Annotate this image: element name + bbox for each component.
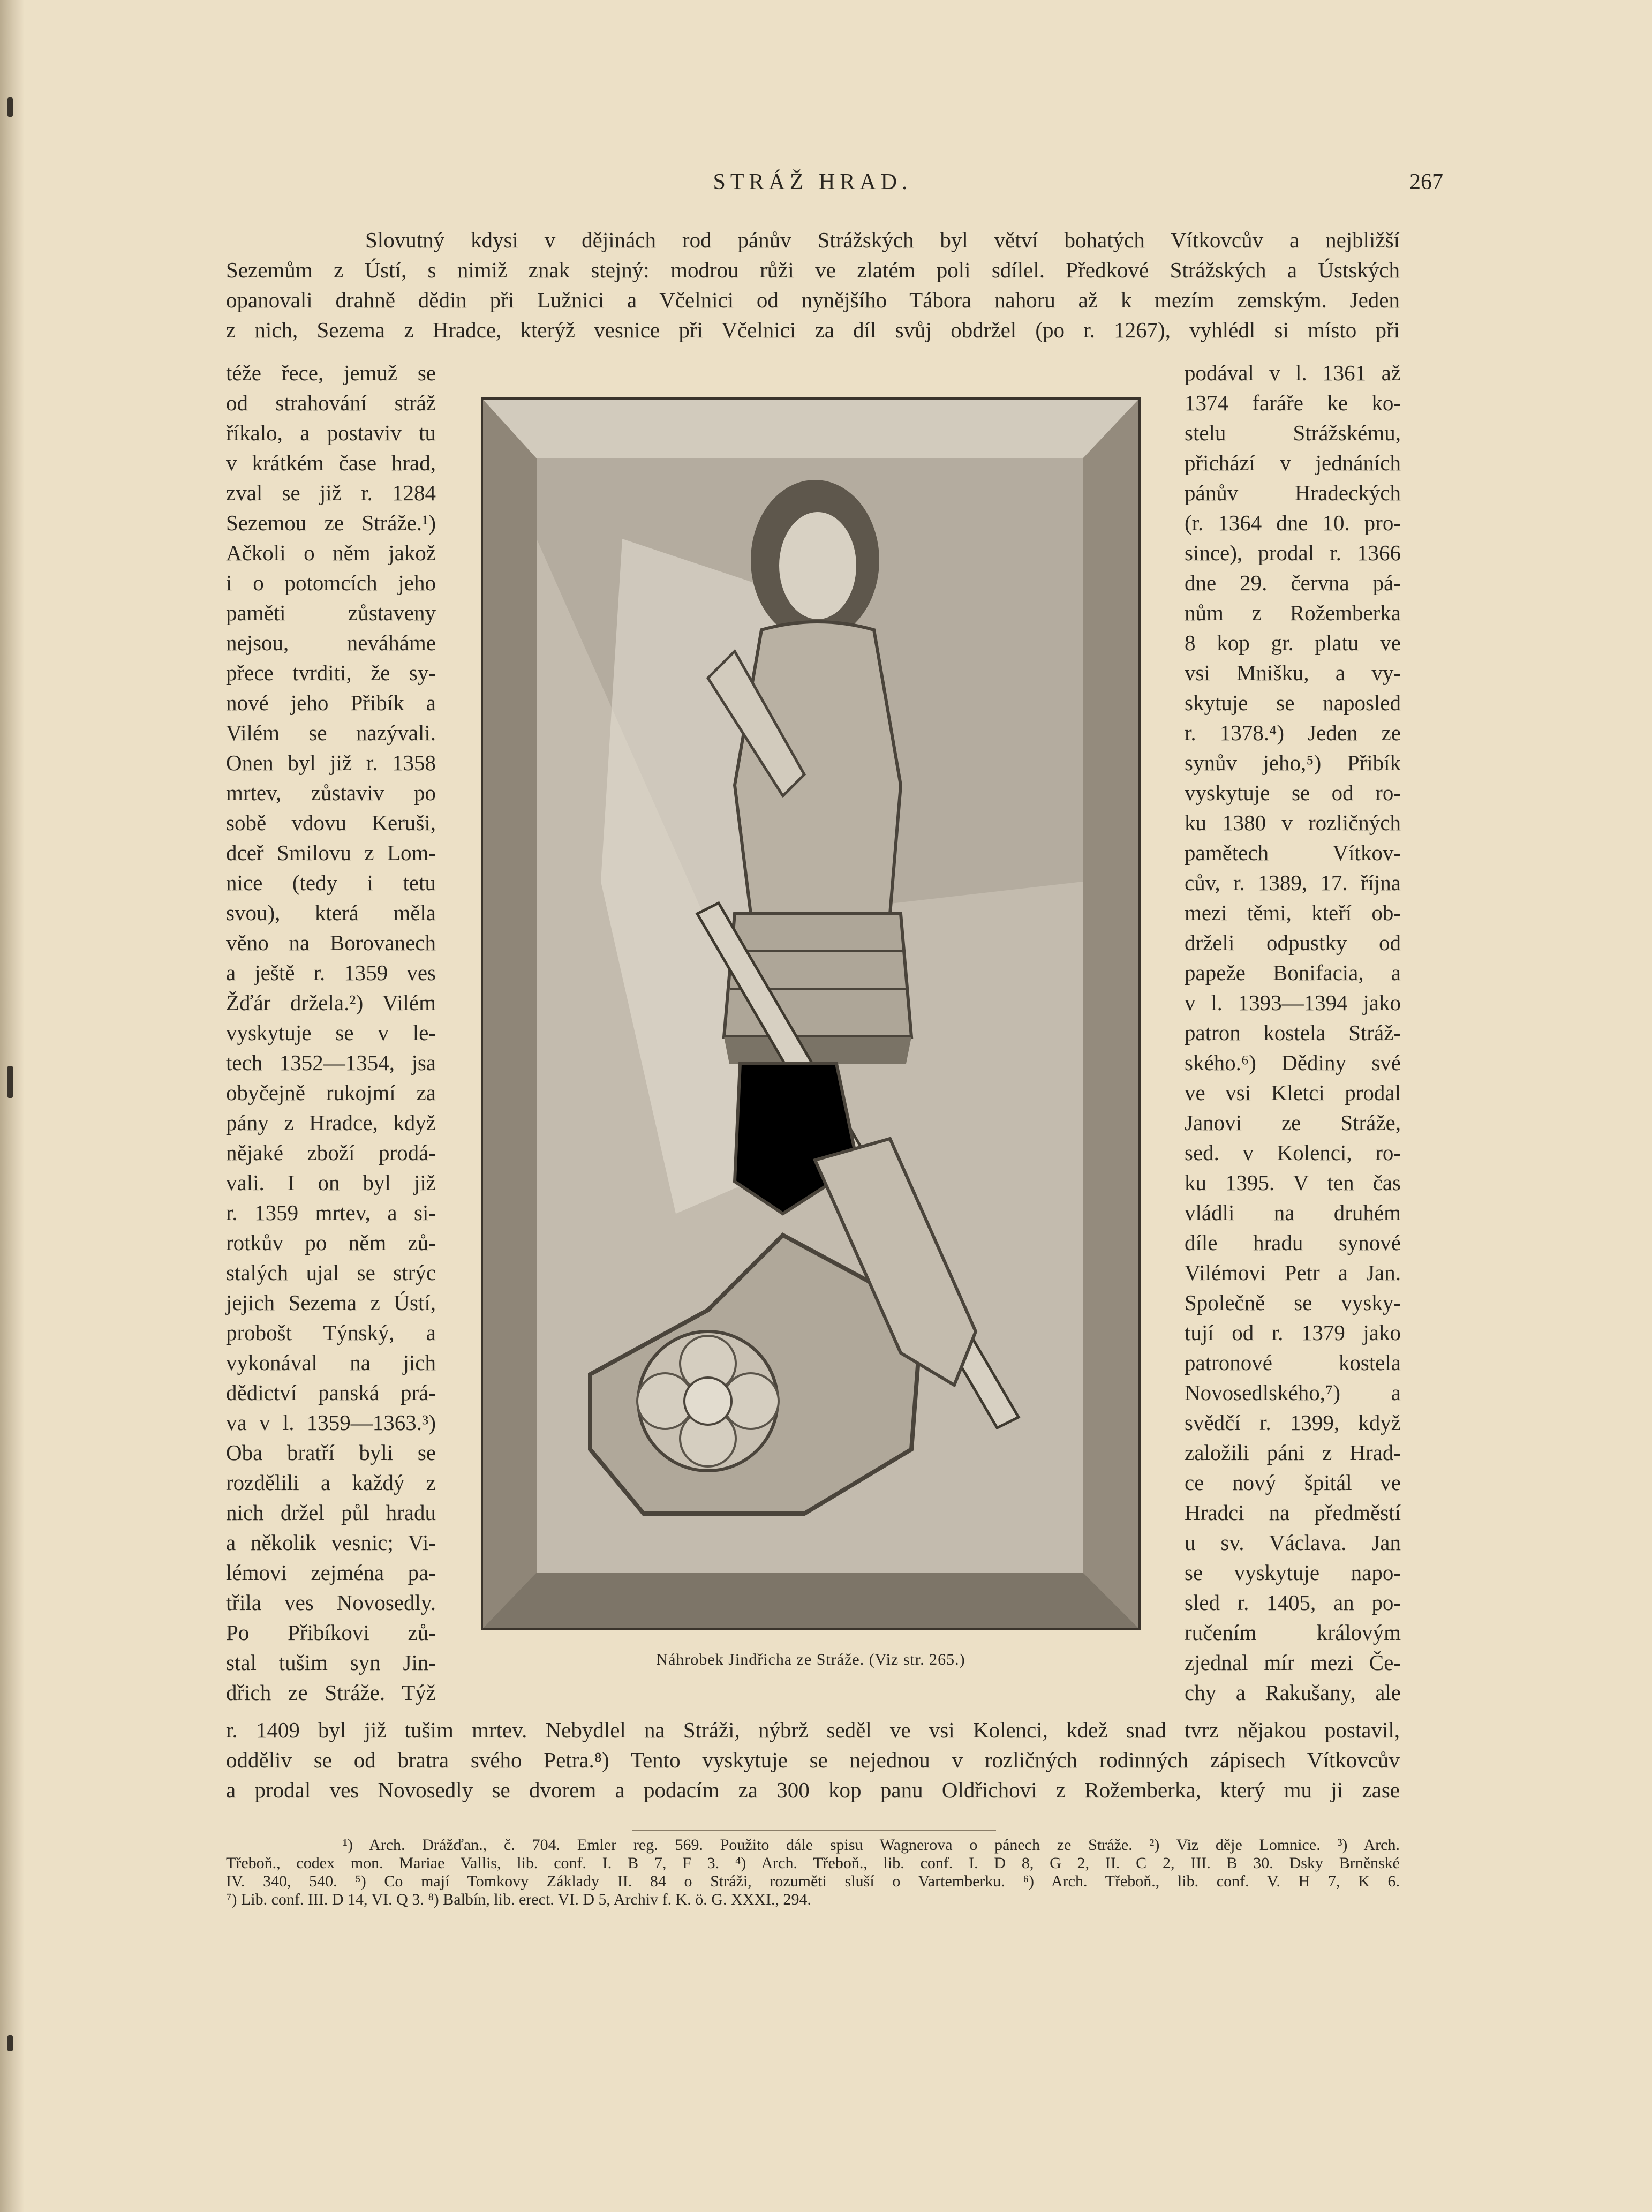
text-line: sobě vdovu Keruši, bbox=[226, 810, 436, 835]
text-line: ručením královým bbox=[1185, 1620, 1401, 1645]
text-line: i o potomcích jeho bbox=[226, 570, 436, 595]
text-line: přichází v jednáních bbox=[1185, 450, 1401, 475]
text-line: Slovutný kdysi v dějinách rod pánův Strážských byl větví bohatých Vítkovcův a nejbližší bbox=[365, 228, 1400, 252]
text-line: a několik vesnic; Vi- bbox=[226, 1530, 436, 1555]
text-line: zval se již r. 1284 bbox=[226, 480, 436, 505]
text-line: skytuje se naposled bbox=[1185, 690, 1401, 715]
text-line: nějaké zboží prodá- bbox=[226, 1140, 436, 1165]
text-line: ku 1395. V ten čas bbox=[1185, 1170, 1401, 1195]
text-line: vyskytuje se v le- bbox=[226, 1020, 436, 1045]
text-line: třila ves Novosedly. bbox=[226, 1590, 436, 1615]
text-line: téže řece, jemuž se bbox=[226, 360, 436, 385]
text-line: stalých ujal se strýc bbox=[226, 1260, 436, 1285]
text-line: vsi Mnišku, a vy- bbox=[1185, 660, 1401, 685]
text-line: cův, r. 1389, 17. října bbox=[1185, 870, 1401, 895]
text-line: Žďár držela.²) Vilém bbox=[226, 990, 436, 1015]
text-line: dědictví panská prá- bbox=[226, 1380, 436, 1405]
text-line: stelu Strážskému, bbox=[1185, 420, 1401, 445]
text-line: Onen byl již r. 1358 bbox=[226, 750, 436, 775]
footnote-line: ⁷) Lib. conf. III. D 14, VI. Q 3. ⁸) Balbín, lib. erect. VI. D 5, Archiv f. K. ö. G. XXXI., 294. bbox=[226, 1891, 811, 1908]
text-line: papeže Bonifacia, a bbox=[1185, 960, 1401, 985]
text-line: rozdělili a každý z bbox=[226, 1470, 436, 1495]
binding-mark bbox=[7, 1066, 13, 1098]
text-line: dřich ze Stráže. Týž bbox=[226, 1680, 436, 1705]
footnote-line: IV. 340, 540. ⁵) Co mají Tomkovy Základy II. 84 o Stráži, rozuměti sluší o Vartemberku. ⁶) Arch. Třeboň., lib. conf. V. H 7, K 6. bbox=[226, 1872, 1400, 1890]
text-line: podával v l. 1361 až bbox=[1185, 360, 1401, 385]
text-line: mezi těmi, kteří ob- bbox=[1185, 900, 1401, 925]
text-line: r. 1359 mrtev, a si- bbox=[226, 1200, 436, 1225]
binding-mark bbox=[7, 2035, 13, 2051]
text-line: jejich Sezema z Ústí, bbox=[226, 1290, 436, 1315]
text-line: va v l. 1359—1363.³) bbox=[226, 1410, 436, 1435]
text-line: mrtev, zůstaviv po bbox=[226, 780, 436, 805]
text-line: Sezemou ze Stráže.¹) bbox=[226, 510, 436, 535]
text-line: u sv. Václava. Jan bbox=[1185, 1530, 1401, 1555]
text-line: ce nový špitál ve bbox=[1185, 1470, 1401, 1495]
text-line: svědčí r. 1399, když bbox=[1185, 1410, 1401, 1435]
text-line: díle hradu synové bbox=[1185, 1230, 1401, 1255]
text-line: Janovi ze Stráže, bbox=[1185, 1110, 1401, 1135]
text-line: patron kostela Stráž- bbox=[1185, 1020, 1401, 1045]
text-line: sed. v Kolenci, ro- bbox=[1185, 1140, 1401, 1165]
text-line: chy a Rakušany, ale bbox=[1185, 1680, 1401, 1705]
running-title: STRÁŽ HRAD. bbox=[713, 170, 912, 194]
text-line: dceř Smilovu z Lom- bbox=[226, 840, 436, 865]
text-line: z nich, Sezema z Hradce, kterýž vesnice při Včelnici za díl svůj obdržel (po r. 1267), vyhlédl si místo při bbox=[226, 318, 1400, 342]
text-line: pány z Hradce, když bbox=[226, 1110, 436, 1135]
text-line: a ještě r. 1359 ves bbox=[226, 960, 436, 985]
text-line: tují od r. 1379 jako bbox=[1185, 1320, 1401, 1345]
text-line: Hradci na předměstí bbox=[1185, 1500, 1401, 1525]
text-line: Oba bratří byli se bbox=[226, 1440, 436, 1465]
text-line: rotkův po něm zů- bbox=[226, 1230, 436, 1255]
text-line: paměti zůstaveny bbox=[226, 600, 436, 625]
text-line: vládli na druhém bbox=[1185, 1200, 1401, 1225]
text-line: se vyskytuje napo- bbox=[1185, 1560, 1401, 1585]
text-line: obyčejně rukojmí za bbox=[226, 1080, 436, 1105]
text-line: Ačkoli o něm jakož bbox=[226, 540, 436, 565]
footnote-rule bbox=[632, 1830, 996, 1831]
text-line: přece tvrditi, že sy- bbox=[226, 660, 436, 685]
text-line: pánův Hradeckých bbox=[1185, 480, 1401, 505]
text-line: 1374 faráře ke ko- bbox=[1185, 390, 1401, 415]
text-line: probošt Týnský, a bbox=[226, 1320, 436, 1345]
text-line: nich držel půl hradu bbox=[226, 1500, 436, 1525]
page-binding-edge bbox=[0, 0, 25, 2212]
text-line: v krátkém čase hrad, bbox=[226, 450, 436, 475]
text-line: synův jeho,⁵) Přibík bbox=[1185, 750, 1401, 775]
text-line: v l. 1393—1394 jako bbox=[1185, 990, 1401, 1015]
footnote-line: Třeboň., codex mon. Mariae Vallis, lib. conf. I. B 7, F 3. ⁴) Arch. Třeboň., lib. conf. I. D 8, G 2, II. C 2, III. B 30. Dsky Brněnské bbox=[226, 1854, 1400, 1872]
figure-caption: Náhrobek Jindřicha ze Stráže. (Viz str. 265.) bbox=[656, 1651, 965, 1668]
text-line: dne 29. června pá- bbox=[1185, 570, 1401, 595]
text-line: Sezemům z Ústí, s nimiž znak stejný: modrou růži ve zlatém poli sdílel. Předkové Strážských a Ústských bbox=[226, 258, 1400, 282]
tombstone-relief bbox=[483, 400, 1138, 1628]
text-line: patronové kostela bbox=[1185, 1350, 1401, 1375]
text-line: sled r. 1405, an po- bbox=[1185, 1590, 1401, 1615]
text-line: opanovali drahně dědin při Lužnici a Včelnici od nynějšího Tábora nahoru až k mezím zemským. Jeden bbox=[226, 288, 1400, 312]
text-line: a prodal ves Novosedly se dvorem a podacím za 300 kop panu Oldřichovi z Rožemberka, který mu ji zase bbox=[226, 1778, 1400, 1802]
text-line: Vilémovi Petr a Jan. bbox=[1185, 1260, 1401, 1285]
text-line: tech 1352—1354, jsa bbox=[226, 1050, 436, 1075]
text-line: ku 1380 v rozličných bbox=[1185, 810, 1401, 835]
page-number: 267 bbox=[1409, 170, 1443, 194]
text-line: vyskytuje se od ro- bbox=[1185, 780, 1401, 805]
text-line: drželi odpustky od bbox=[1185, 930, 1401, 955]
text-line: nům z Rožemberka bbox=[1185, 600, 1401, 625]
text-line: Společně se vysky- bbox=[1185, 1290, 1401, 1315]
text-line: vykonával na jich bbox=[226, 1350, 436, 1375]
text-line: Vilém se nazývali. bbox=[226, 720, 436, 745]
text-line: odděliv se od bratra svého Petra.⁸) Tento vyskytuje se nejednou v rozličných rodinných zápisech Vítkovcův bbox=[226, 1748, 1400, 1772]
text-line: založili páni z Hrad- bbox=[1185, 1440, 1401, 1465]
binding-mark bbox=[7, 97, 13, 117]
tombstone-illustration bbox=[481, 397, 1141, 1630]
footnote-line: ¹) Arch. Drážďan., č. 704. Emler reg. 569. Použito dále spisu Wagnerova o pánech ze Stráže. ²) Viz děje Lomnice. ³) Arch. bbox=[343, 1836, 1400, 1854]
text-line: since), prodal r. 1366 bbox=[1185, 540, 1401, 565]
text-line: nejsou, neváháme bbox=[226, 630, 436, 655]
text-line: pamětech Vítkov- bbox=[1185, 840, 1401, 865]
text-line: r. 1378.⁴) Jeden ze bbox=[1185, 720, 1401, 745]
text-line: věno na Borovanech bbox=[226, 930, 436, 955]
text-line: nice (tedy i tetu bbox=[226, 870, 436, 895]
text-line: r. 1409 byl již tušim mrtev. Nebydlel na Stráži, nýbrž seděl ve vsi Kolenci, kdež snad tvrz nějakou postavil, bbox=[226, 1718, 1400, 1742]
text-line: stal tušim syn Jin- bbox=[226, 1650, 436, 1675]
text-line: lémovi zejména pa- bbox=[226, 1560, 436, 1585]
text-line: 8 kop gr. platu ve bbox=[1185, 630, 1401, 655]
text-line: svou), která měla bbox=[226, 900, 436, 925]
text-line: (r. 1364 dne 10. pro- bbox=[1185, 510, 1401, 535]
text-line: od strahování stráž bbox=[226, 390, 436, 415]
text-line: ského.⁶) Dědiny své bbox=[1185, 1050, 1401, 1075]
text-line: Po Přibíkovi zů- bbox=[226, 1620, 436, 1645]
text-line: nové jeho Přibík a bbox=[226, 690, 436, 715]
text-line: zjednal mír mezi Če- bbox=[1185, 1650, 1401, 1675]
text-line: vali. I on byl již bbox=[226, 1170, 436, 1195]
text-line: ve vsi Kletci prodal bbox=[1185, 1080, 1401, 1105]
running-header bbox=[225, 169, 1443, 201]
text-line: Novosedlského,⁷) a bbox=[1185, 1380, 1401, 1405]
text-line: říkalo, a postaviv tu bbox=[226, 420, 436, 445]
